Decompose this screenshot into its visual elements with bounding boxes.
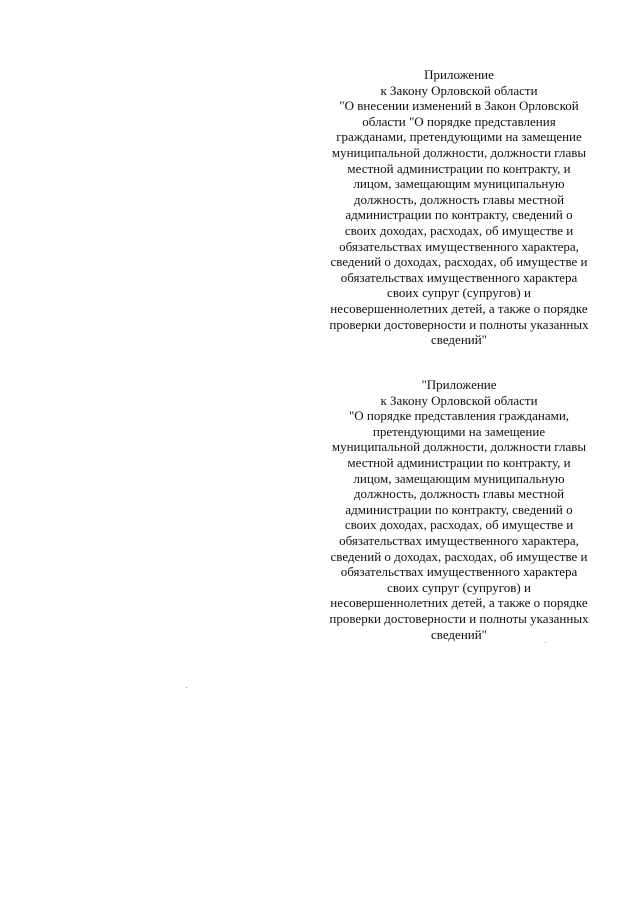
header-line: своих супруг (супругов) и	[387, 579, 531, 595]
header-line: "О внесении изменений в Закон Орловской	[339, 98, 579, 114]
header-line: администрации по контракту, сведений о	[345, 501, 573, 517]
header-line: сведений"	[431, 626, 487, 642]
header-line: лицом, замещающим муниципальную	[353, 470, 565, 486]
header-line: своих супруг (супругов) и	[387, 285, 531, 301]
scan-speck	[545, 642, 546, 643]
header-line: своих доходах, расходах, об имуществе и	[344, 222, 574, 238]
header-line: администрации по контракту, сведений о	[345, 207, 573, 223]
header-line: "Приложение	[421, 377, 497, 392]
header-line: должность, должность главы местной	[353, 191, 565, 207]
header-line: обязательствах имущественного характера,	[339, 238, 579, 254]
header-line: "О порядке представления гражданами,	[348, 408, 570, 424]
header-line: гражданами, претендующими на замещение	[336, 129, 582, 145]
header-line: своих доходах, расходах, об имуществе и	[344, 517, 574, 533]
appendix-amendment-header	[328, 67, 590, 348]
scan-speck	[186, 687, 187, 688]
header-line: области "О порядке представления	[362, 113, 556, 129]
header-line: несовершеннолетних детей, а также о порядке	[330, 300, 588, 316]
header-line: проверки достоверности и полноты указанных	[329, 316, 589, 332]
appendix-original-header	[328, 377, 590, 642]
header-line: проверки достоверности и полноты указанных	[329, 610, 589, 626]
header-line: местной администрации по контракту, и	[347, 160, 571, 176]
header-line: обязательствах имущественного характера,	[339, 532, 579, 548]
header-line: сведений о доходах, расходах, об имуществе и	[330, 254, 588, 270]
header-line: сведений"	[431, 332, 487, 348]
header-line: сведений о доходах, расходах, об имуществе и	[330, 548, 588, 564]
header-line: несовершеннолетних детей, а также о порядке	[330, 595, 588, 611]
header-line: местной администрации по контракту, и	[347, 454, 571, 470]
header-line: претендующими на замещение	[372, 423, 546, 439]
header-line: Приложение	[424, 67, 494, 82]
header-line: муниципальной должности, должности главы	[331, 144, 587, 160]
header-line: должность, должность главы местной	[353, 486, 565, 502]
header-line: муниципальной должности, должности главы	[331, 439, 587, 455]
header-line: к Закону Орловской области	[380, 392, 538, 408]
header-line: к Закону Орловской области	[380, 82, 538, 98]
header-line: обязательствах имущественного характера	[340, 564, 578, 580]
header-line: обязательствах имущественного характера	[340, 269, 578, 285]
header-line: лицом, замещающим муниципальную	[353, 176, 565, 192]
